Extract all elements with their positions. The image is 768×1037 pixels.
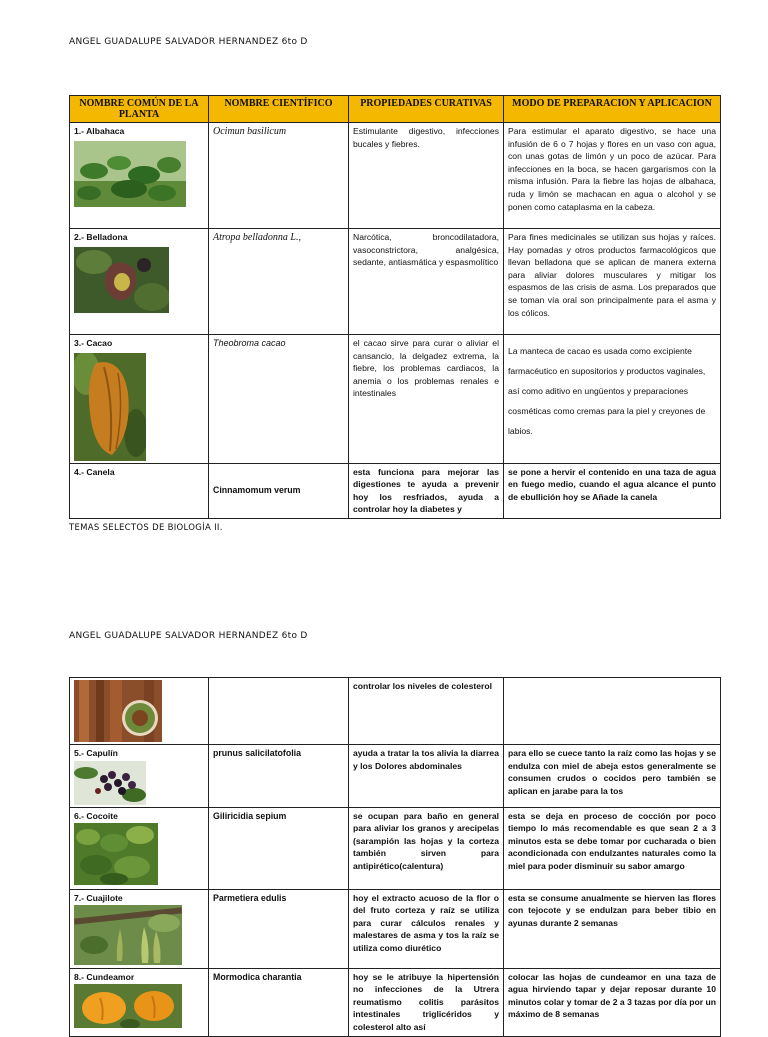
preparation-cell: para ello se cuece tanto la raíz como las hojas y se endulza con miel de abeja estos generalmente se consumen crudos o cocidos pero también se aplican en jarabe para la tos (504, 745, 721, 808)
column-header: MODO DE PREPARACION Y APLICACION (504, 96, 721, 123)
preparation-cell: esta se deja en proceso de cocción por poco tiempo lo más recomendable es que sean 2 a 3 minutos esta se debe tomar por cucharada o bien acondicionada con endulzantes naturales como la miel para poder disminuir su sabor amargo (504, 807, 721, 889)
plant-name: 2.- Belladona (74, 232, 128, 242)
capulin-photo (74, 761, 146, 805)
cuajilote-photo (74, 905, 182, 965)
properties-cell: Narcótica, broncodilatadora, vasoconstrictora, analgésica, sedante, antiasmática y espasmolítico (349, 229, 504, 335)
scientific-name-cell (209, 678, 349, 745)
common-name-cell (70, 229, 209, 335)
scientific-name-cell (209, 123, 349, 229)
common-name-cell (70, 678, 209, 745)
scientific-name-cell (209, 807, 349, 889)
plant-name: 4.- Canela (74, 466, 115, 477)
column-header: PROPIEDADES CURATIVAS (349, 96, 504, 123)
table-row (70, 123, 721, 229)
plant-name: 1.- Albahaca (74, 126, 125, 136)
column-header: NOMBRE CIENTÍFICO (209, 96, 349, 123)
properties-cell: hoy se le atribuye la hipertensión no infecciones de la Utrera reumatismo colitis parásitos intestinales triglicéridos y colesterol alto así (349, 968, 504, 1036)
common-name-cell (70, 745, 209, 808)
table-header-row (70, 96, 721, 123)
scientific-name: Cinnamomum verum (213, 485, 301, 496)
common-name-cell (70, 335, 209, 464)
plant-name: 3.- Cacao (74, 338, 113, 348)
properties-cell: el cacao sirve para curar o aliviar el cansancio, la delgadez extrema, la fiebre, los problemas cardiacos, la anemia o los problemas renales e intestinales (349, 335, 504, 464)
scientific-name-cell (209, 463, 349, 518)
common-name-cell (70, 889, 209, 968)
table-row (70, 229, 721, 335)
table-row (70, 745, 721, 808)
scientific-name: Ocimun basilicum (213, 126, 287, 137)
plant-name: 8.- Cundeamor (74, 971, 135, 982)
plant-name: 5.- Capulín (74, 748, 118, 758)
common-name-cell (70, 123, 209, 229)
cacao-photo (74, 353, 146, 461)
scientific-name-cell (209, 229, 349, 335)
preparation-cell (504, 678, 721, 745)
scientific-name-cell (209, 745, 349, 808)
scientific-name-cell (209, 335, 349, 464)
properties-cell: hoy el extracto acuoso de la flor o del fruto corteza y raíz se utiliza para curar cálculos renales y malestares de asma y tos la raíz se utiliza como diurético (349, 889, 504, 968)
page-footer: TEMAS SELECTOS DE BIOLOGÍA II. (69, 523, 223, 533)
cundeamor-photo (74, 984, 182, 1028)
scientific-name: Theobroma cacao (213, 338, 286, 348)
scientific-name-cell (209, 889, 349, 968)
table-row (70, 678, 721, 745)
table-row (70, 807, 721, 889)
preparation-cell: colocar las hojas de cundeamor en una taza de agua hirviendo tapar y dejar reposar durante 10 minutos colar y tomar de 2 a 3 tazas por día por un máximo de 8 semanas (504, 968, 721, 1036)
properties-cell: se ocupan para baño en general para aliviar los granos y arecipelas (sarampión las hojas y la corteza también sirven para antipirético(calentura) (349, 807, 504, 889)
preparation-cell: Para estimular el aparato digestivo, se hace una infusión de 6 o 7 hojas y flores en un vaso con agua, con unas gotas de limón y un poco de azúcar. Para infecciones en la boca, se hacen gargarismos con la misma infusión. Para la fiebre las hojas de albahaca, ruda y limón se machacan en agua o alcohol y se ponen como cataplasma en la cabeza. (504, 123, 721, 229)
common-name-cell (70, 463, 209, 518)
preparation-cell: Para fines medicinales se utilizan sus hojas y raíces. Hay pomadas y otros productos farmacológicos que llevan belladona que se aplican de manera externa para aliviar dolores musculares y mitigar los espasmos de las crisis de asma. Los preparados que se toman vía oral son principalmente para el asma y los cólicos. (504, 229, 721, 335)
scientific-name: Parmetiera edulis (213, 892, 287, 903)
scientific-name: Giliricidia sepium (213, 810, 287, 821)
table-row (70, 889, 721, 968)
page-header: ANGEL GUADALUPE SALVADOR HERNANDEZ 6to D (69, 631, 308, 641)
preparation-cell (504, 335, 721, 464)
plant-name: 7.- Cuajilote (74, 892, 123, 903)
albahaca-photo (74, 141, 186, 207)
common-name-cell (70, 807, 209, 889)
preparation-text: La manteca de cacao es usada como excipiente farmacéutico en supositorios y productos vaginales, así como aditivo en ungüentos y preparaciones cosméticas como cremas para la piel y creyones de labios. (508, 346, 706, 436)
properties-cell: esta funciona para mejorar las digestiones te ayuda a prevenir hoy los resfriados, ayuda a controlar hoy la diabetes y (349, 463, 504, 518)
plants-table (69, 95, 721, 519)
scientific-name: prunus salicilatofolia (213, 748, 301, 758)
cocoite-photo (74, 823, 158, 885)
scientific-name: Atropa belladonna L., (213, 232, 301, 243)
properties-cell: Estimulante digestivo, infecciones bucales y fiebres. (349, 123, 504, 229)
column-header: NOMBRE COMÚN DE LA PLANTA (70, 96, 209, 123)
page-header: ANGEL GUADALUPE SALVADOR HERNANDEZ 6to D (69, 37, 308, 47)
belladona-photo (74, 247, 169, 313)
plant-name: 6.- Cocoite (74, 810, 118, 821)
table-row (70, 335, 721, 464)
table-row (70, 463, 721, 518)
properties-cell: controlar los niveles de colesterol (349, 678, 504, 745)
table-row (70, 968, 721, 1036)
canela-photo (74, 680, 162, 742)
properties-cell: ayuda a tratar la tos alivia la diarrea y los Dolores abdominales (349, 745, 504, 808)
scientific-name-cell (209, 968, 349, 1036)
plants-table-continued (69, 677, 721, 1037)
scientific-name: Mormodica charantia (213, 971, 302, 982)
preparation-cell: esta se consume anualmente se hierven las flores con tejocote y se endulzan para beber tibio en ayunas durante 2 semanas (504, 889, 721, 968)
preparation-cell: se pone a hervir el contenido en una taza de agua en fuego medio, cuando el agua alcance el punto de ebullición hoy se Añade la canela (504, 463, 721, 518)
common-name-cell (70, 968, 209, 1036)
